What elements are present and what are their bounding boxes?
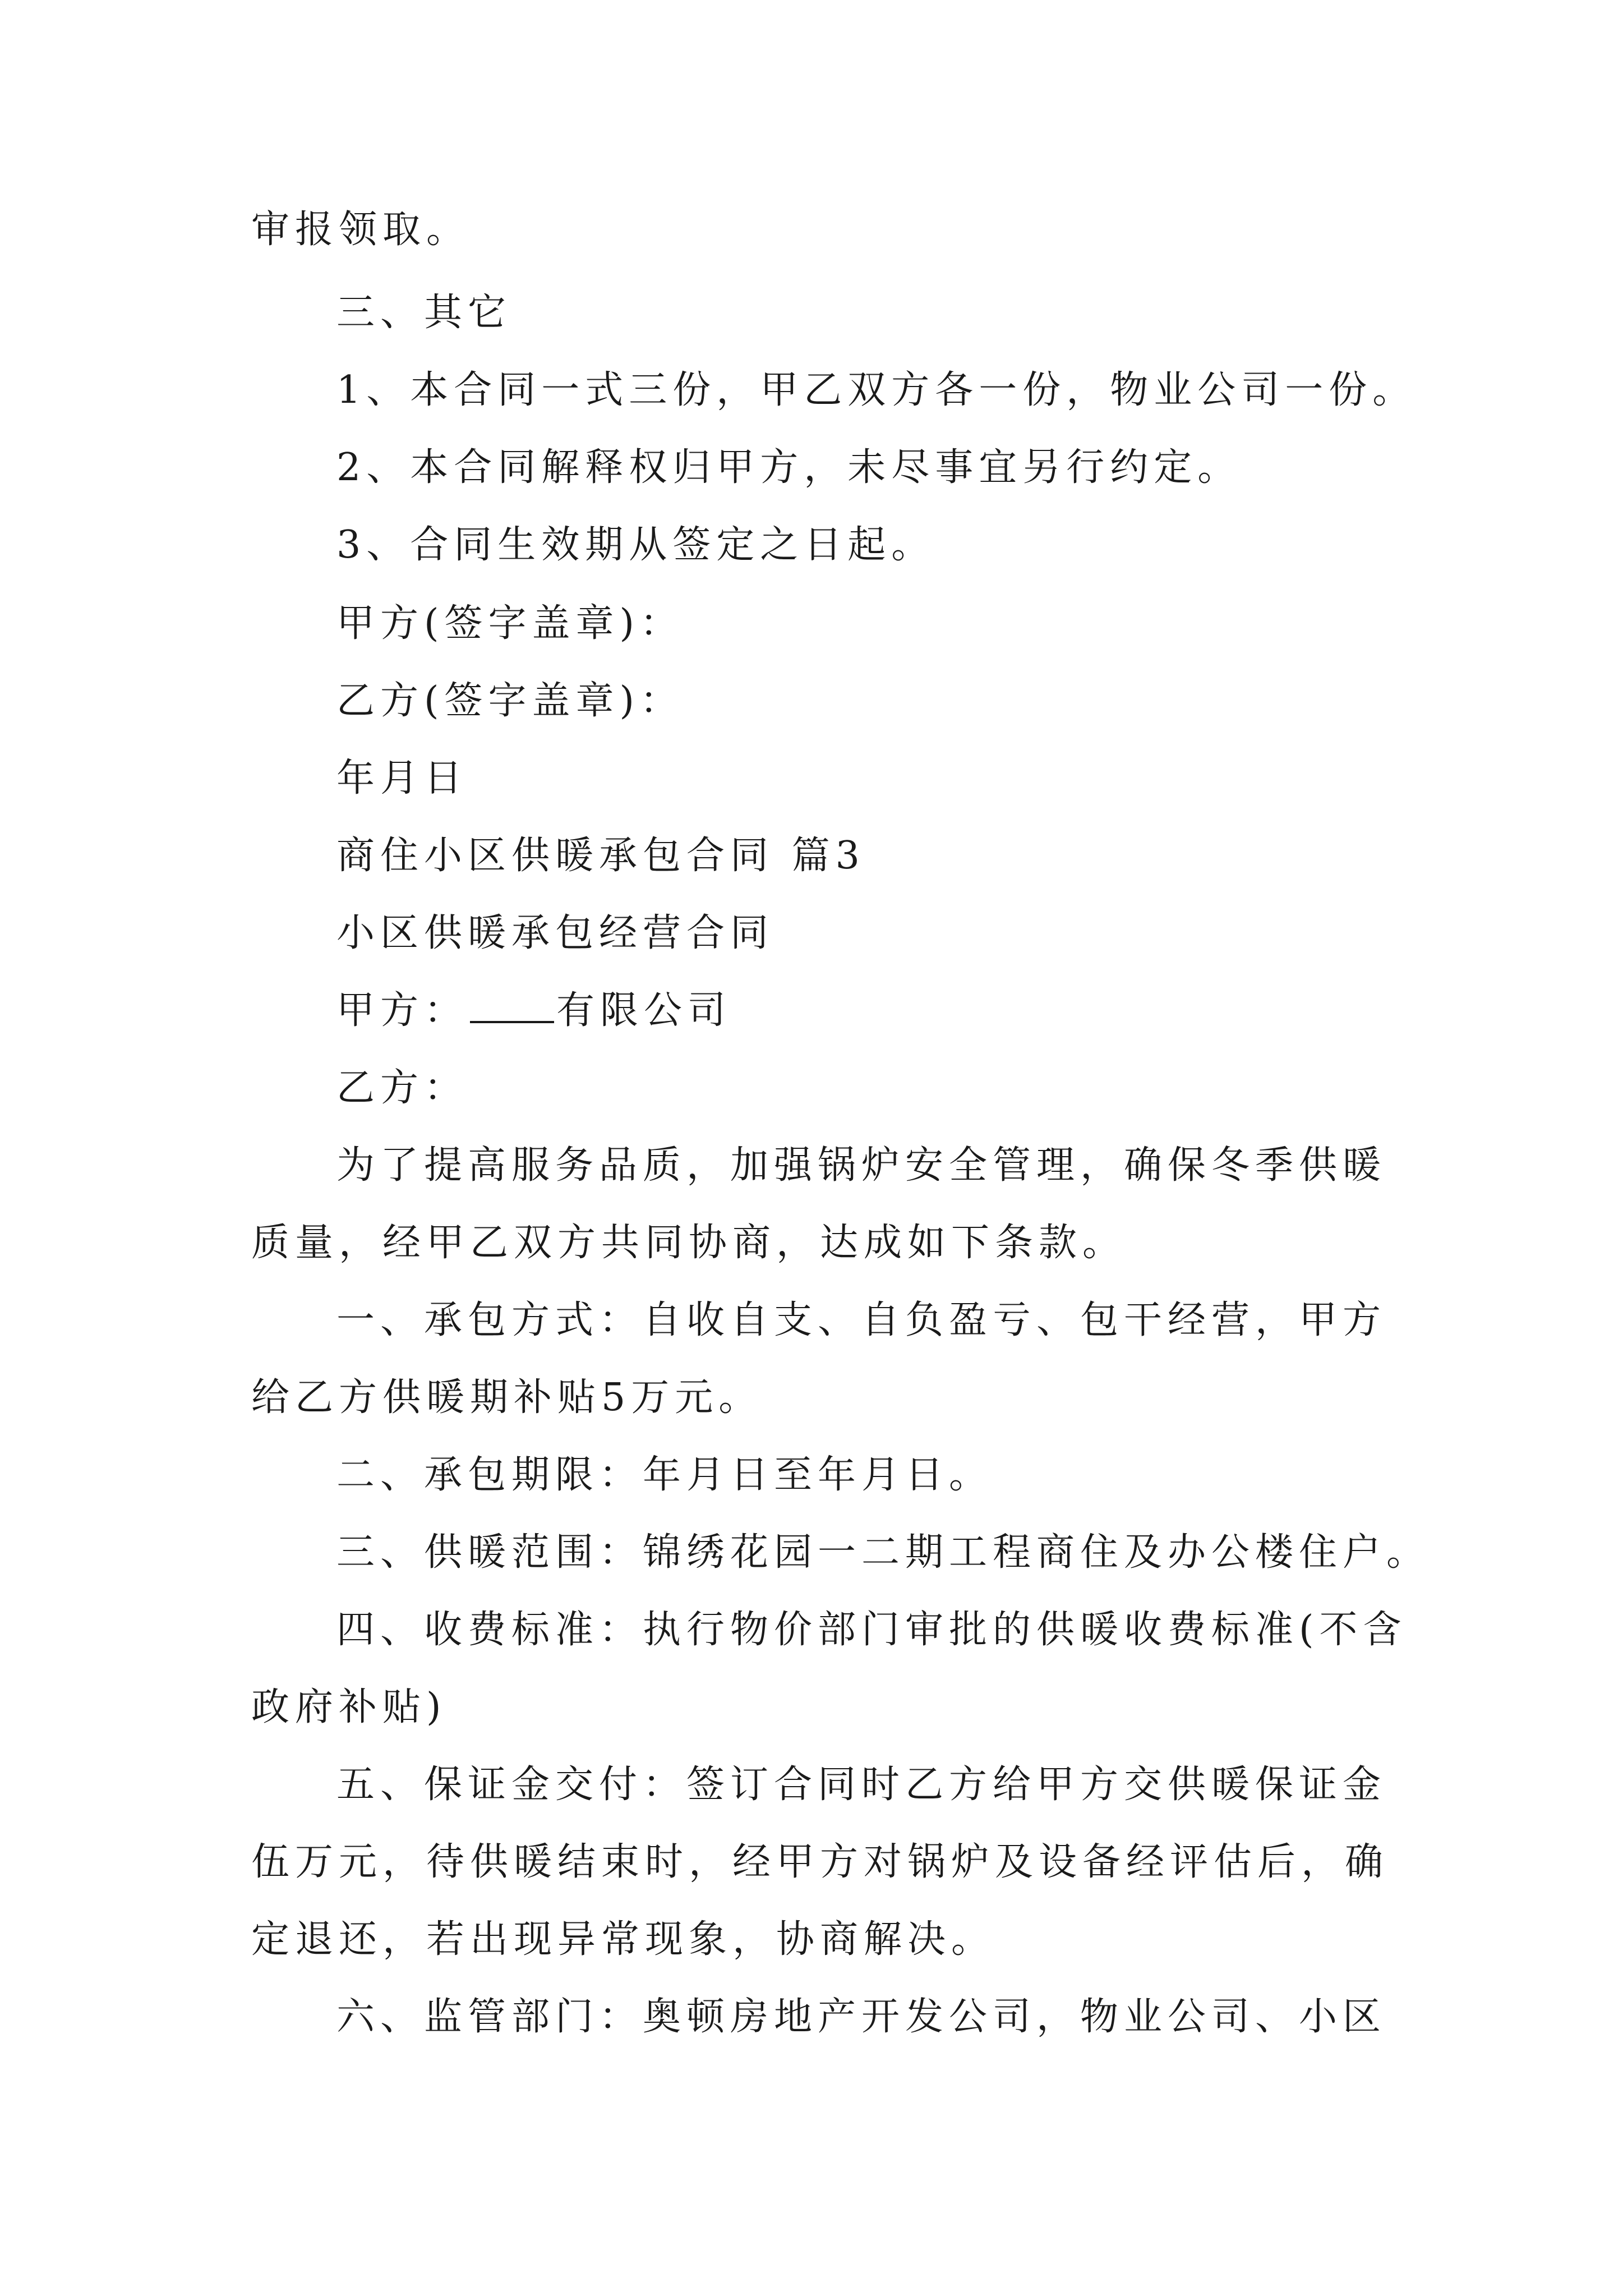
section-heading: 三、其它 bbox=[336, 291, 512, 335]
text-line: 三、供暖范围：锦绣花园一二期工程商住及办公楼住户。 bbox=[336, 1530, 1431, 1575]
text-line: 二、承包期限：年月日至年月日。 bbox=[336, 1453, 993, 1497]
text-line: 1、本合同一式三份，甲乙双方各一份，物业公司一份。 bbox=[336, 368, 1417, 412]
text-line: 一、承包方式：自收自支、自负盈亏、包干经营，甲方 bbox=[336, 1298, 1387, 1342]
text-line: 给乙方供暖期补贴5万元。 bbox=[251, 1375, 763, 1420]
text-line: 四、收费标准：执行物价部门审批的供暖收费标准(不含 bbox=[336, 1608, 1407, 1652]
signature-line-party-b: 乙方(签字盖章)： bbox=[336, 679, 684, 723]
text-line: 政府补贴) bbox=[251, 1685, 447, 1729]
text-line: 六、监管部门：奥顿房地产开发公司，物业公司、小区 bbox=[336, 1995, 1387, 2039]
blank-underline bbox=[470, 992, 554, 1023]
text-line: 质量，经甲乙双方共同协商，达成如下条款。 bbox=[251, 1221, 1127, 1265]
signature-line-party-a: 甲方(签字盖章)： bbox=[336, 601, 684, 646]
contract-title: 小区供暖承包经营合同 bbox=[336, 911, 774, 955]
party-a-line bbox=[336, 988, 732, 1033]
text-line: 定退还，若出现异常现象，协商解决。 bbox=[251, 1917, 995, 1962]
text-line: 伍万元，待供暖结束时，经甲方对锅炉及设备经评估后，确 bbox=[251, 1840, 1389, 1884]
party-a-label: 甲方： bbox=[336, 988, 468, 1033]
text-line: 五、保证金交付：签订合同时乙方给甲方交供暖保证金 bbox=[336, 1763, 1387, 1807]
date-line: 年月日 bbox=[336, 756, 468, 800]
party-a-company: 有限公司 bbox=[556, 988, 732, 1033]
document-title: 商住小区供暖承包合同 篇3 bbox=[336, 834, 865, 878]
party-b-line: 乙方： bbox=[336, 1066, 468, 1110]
text-line: 2、本合同解释权归甲方，未尽事宜另行约定。 bbox=[336, 445, 1242, 490]
text-line: 3、合同生效期从签定之日起。 bbox=[336, 523, 935, 567]
text-line: 审报领取。 bbox=[251, 208, 471, 252]
text-line: 为了提高服务品质，加强锅炉安全管理，确保冬季供暖 bbox=[336, 1143, 1387, 1188]
